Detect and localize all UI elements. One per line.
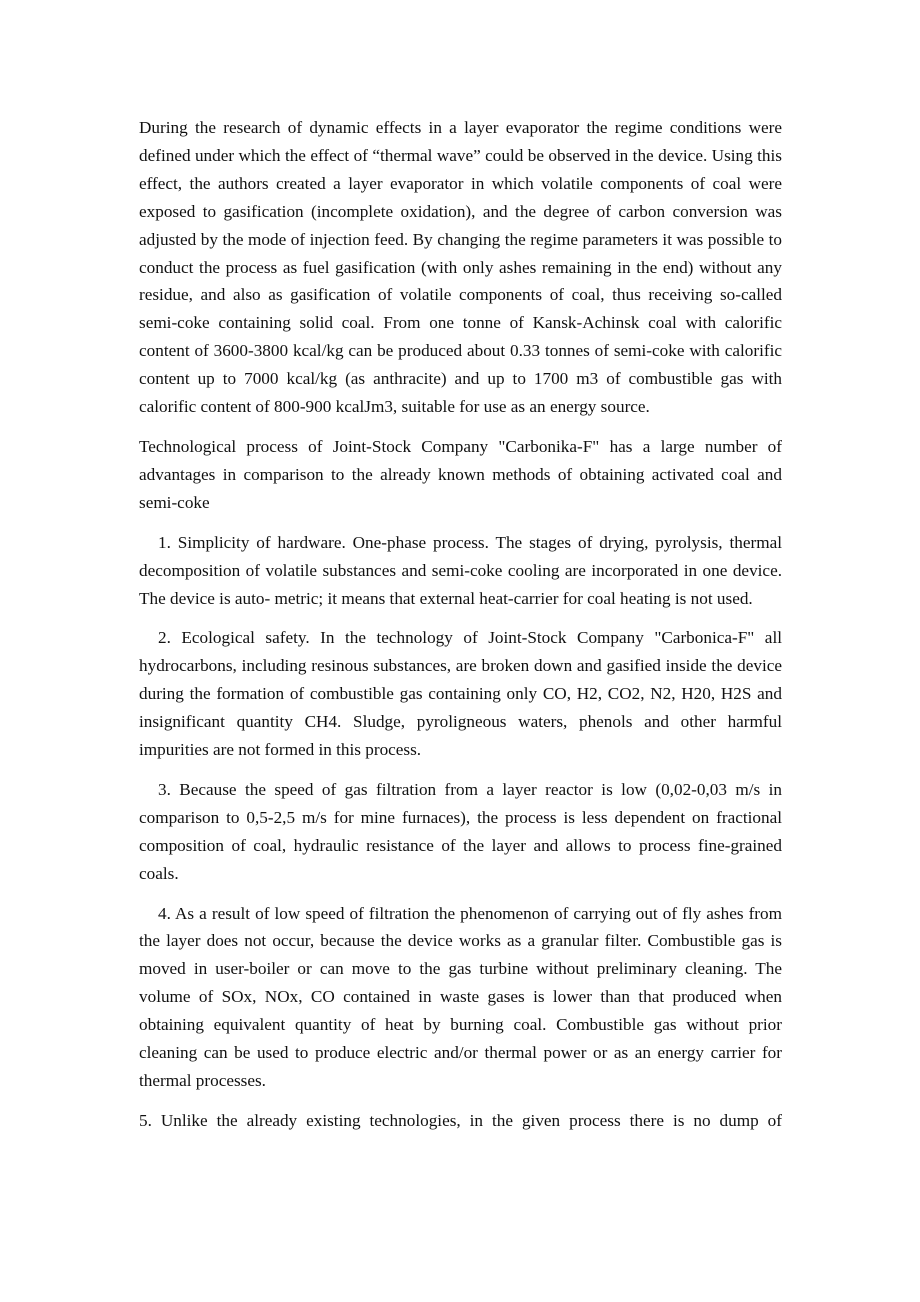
- paragraph-advantage-4: 4. As a result of low speed of filtration the phenomenon of carrying out of fly ashes from the layer does not occur, because the device works as a granular filter. Combustible gas is moved in user-boiler or can move to the gas turbine without preliminary cleaning. The volume of SOx, NOx, CO contained in waste gases is lower than that produced when obtaining equivalent quantity of heat by burning coal. Combustible gas without prior cleaning can be used to produce electric and/or thermal power or as an energy carrier for thermal processes.: [139, 903, 782, 1090]
- paragraph-advantage-5: 5. Unlike the already existing technologies, in the given process there is no dump of: [139, 1110, 782, 1130]
- paragraph-research-summary: During the research of dynamic effects in a layer evaporator the regime conditions were defined under which the effect of “thermal wave” could be observed in the device. Using this effect, the authors created a layer evaporator in which volatile components of coal were exposed to gasification (incomplete oxidation), and the degree of carbon conversion was adjusted by the mode of injection feed. By changing the regime parameters it was possible to conduct the process as fuel gasification (with only ashes remaining in the end) without any residue, and also as gasification of volatile components of coal, thus receiving so-called semi-coke containing solid coal. From one tonne of Kansk-Achinsk coal with calorific content of 3600-3800 kcal/kg can be produced about 0.33 tonnes of semi-coke with calorific content up to 7000 kcal/kg (as anthracite) and up to 1700 m3 of combustible gas with calorific content of 800-900 kcalJm3, suitable for use as an energy source.: [139, 118, 782, 417]
- document-page: [139, 114, 782, 1147]
- paragraph-advantage-3: 3. Because the speed of gas filtration from a layer reactor is low (0,02-0,03 m/s in comparison to 0,5-2,5 m/s for mine furnaces), the process is less dependent on fractional composition of coal, hydraulic resistance of the layer and allows to process fine-grained coals.: [139, 779, 782, 883]
- paragraph-advantages-intro: Technological process of Joint-Stock Company "Carbonika-F" has a large number of advantages in comparison to the already known methods of obtaining activated coal and semi-coke: [139, 436, 782, 512]
- paragraph-advantage-1: 1. Simplicity of hardware. One-phase process. The stages of drying, pyrolysis, thermal decomposition of volatile substances and semi-coke cooling are incorporated in one device. The device is auto- metric; it means that external heat-carrier for coal heating is not used.: [139, 532, 782, 608]
- paragraph-advantage-2: 2. Ecological safety. In the technology of Joint-Stock Company "Carbonica-F" all hydrocarbons, including resinous substances, are broken down and gasified inside the device during the formation of combustible gas containing only CO, H2, CO2, N2, H20, H2S and insignificant quantity CH4. Sludge, pyroligneous waters, phenols and other harmful impurities are not formed in this process.: [139, 628, 782, 760]
